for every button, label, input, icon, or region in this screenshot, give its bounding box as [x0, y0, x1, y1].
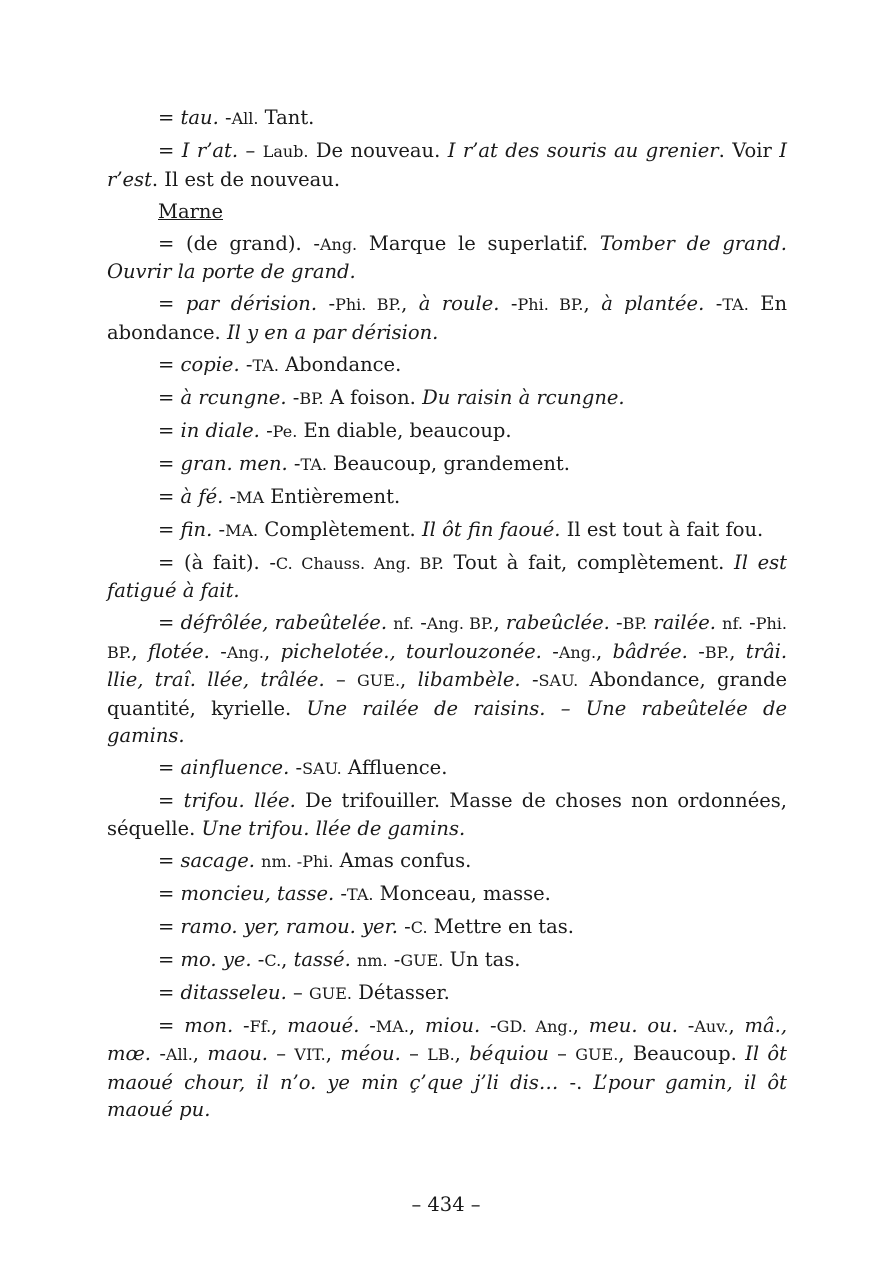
source-abbreviation: BP.: [299, 388, 324, 408]
italic-text: libambèle.: [417, 668, 521, 691]
entry-text: Abondance, grande quantité, kyrielle.: [107, 668, 787, 720]
entry-text: ,: [729, 639, 746, 663]
source-abbreviation: SAU.: [538, 671, 579, 690]
source-abbreviation: BP.: [704, 642, 730, 662]
entry-text: Marque le superlatif.: [357, 231, 600, 255]
dictionary-entry: [107, 1012, 787, 1124]
source-abbreviation: nm. -Phi.: [261, 851, 334, 871]
source-abbreviation: Laub.: [262, 142, 309, 161]
italic-text: tau.: [180, 106, 219, 129]
entry-text: =: [158, 947, 181, 971]
source-abbreviation: TA.: [722, 295, 749, 314]
entry-text: En diable, beaucoup.: [297, 418, 512, 442]
italic-text: ainfluence.: [180, 756, 290, 779]
source-abbreviation: GUE.: [575, 1045, 619, 1064]
entry-text: ,: [572, 1013, 589, 1037]
italic-text: miou.: [424, 1013, 481, 1037]
dictionary-entry: [107, 384, 787, 413]
entry-text: , Beaucoup.: [618, 1042, 746, 1065]
dictionary-entry: [107, 979, 787, 1008]
dictionary-entry: [107, 351, 787, 380]
entry-text: =: [158, 881, 181, 905]
entry-text: -: [687, 639, 705, 663]
italic-text: copie.: [180, 352, 240, 376]
source-abbreviation: nf.: [722, 614, 743, 633]
source-abbreviation: C.: [410, 917, 428, 937]
entry-text: ,: [493, 611, 506, 634]
italic-text: maoué.: [287, 1013, 360, 1037]
italic-text: Tomber de grand. Ouvrir la porte de grand.: [107, 231, 787, 283]
italic-text: mon.: [184, 1013, 234, 1037]
dictionary-entry: [107, 913, 787, 942]
entry-text: -: [286, 385, 300, 409]
source-abbreviation: MA.: [225, 520, 259, 540]
italic-text: béquiou: [469, 1042, 549, 1065]
entry-text: -: [289, 756, 303, 779]
entry-text: -: [704, 292, 723, 315]
dictionary-entry: [107, 137, 787, 193]
source-abbreviation: Ang.: [558, 642, 597, 662]
dictionary-entry: [107, 549, 787, 605]
italic-text: pichelotée., tourlouzonée.: [280, 639, 542, 663]
source-abbreviation: LB.: [427, 1045, 455, 1064]
source-abbreviation: All.: [165, 1045, 193, 1064]
entry-text: ,: [264, 639, 281, 663]
entry-text: -: [212, 517, 226, 541]
entry-text: -: [317, 292, 336, 315]
dictionary-entry: [107, 516, 787, 545]
entry-text: -: [209, 639, 227, 663]
entry-text: –: [400, 1042, 428, 1065]
italic-text: méou.: [340, 1042, 401, 1065]
dictionary-entry: [107, 880, 787, 909]
dictionary-entry: [107, 787, 787, 842]
entry-text: -: [287, 451, 301, 475]
italic-text: tassé.: [293, 947, 351, 971]
italic-text: Du raisin à rcungne.: [422, 385, 625, 409]
entry-text: =: [158, 517, 181, 541]
italic-text: maou.: [207, 1042, 268, 1065]
italic-text: rabeûclée.: [505, 611, 610, 634]
entry-text: ,: [325, 1042, 341, 1065]
italic-text: trâi. llie, traî. llée, trâlée.: [107, 639, 788, 691]
italic-text: in diale.: [180, 418, 260, 442]
italic-text: mâ., mœ.: [107, 1013, 788, 1065]
italic-text: railée.: [653, 611, 716, 634]
italic-text: à plantée.: [601, 292, 705, 315]
entry-text: =: [158, 789, 184, 812]
entry-text: Abondance.: [278, 352, 402, 376]
entry-text: -: [239, 352, 253, 376]
entry-text: =: [158, 352, 181, 376]
entry-text: = (de grand). -: [158, 231, 320, 255]
italic-text: L’pour gamin, il ôt maoué pu.: [107, 1070, 787, 1121]
entry-text: -: [334, 881, 348, 905]
source-abbreviation: TA.: [300, 454, 327, 474]
italic-text: à fé.: [180, 484, 224, 508]
entry-text: Tout à fait, complètement.: [443, 550, 734, 574]
entry-text: -: [742, 611, 756, 634]
italic-text: sacage.: [180, 848, 255, 872]
entry-text: . Voir: [718, 139, 780, 162]
italic-text: mo. ye.: [180, 947, 252, 971]
italic-text: I r’at.: [181, 139, 239, 162]
source-abbreviation: Ff.: [249, 1016, 272, 1036]
italic-text: ditasseleu.: [180, 980, 287, 1004]
entry-text: -: [499, 292, 518, 315]
entry-text: Entièrement.: [264, 484, 401, 508]
entry-text: -: [541, 639, 559, 663]
source-abbreviation: VIT.: [294, 1045, 326, 1064]
italic-text: à rcungne.: [180, 385, 287, 409]
source-abbreviation: nf.: [393, 614, 414, 633]
entry-text: -: [233, 1013, 250, 1037]
source-abbreviation: Ang. BP.: [426, 614, 494, 633]
dictionary-entry: [107, 754, 787, 783]
entry-text: =: [158, 980, 181, 1004]
source-abbreviation: TA.: [347, 884, 374, 904]
italic-text: bâdrée.: [612, 639, 688, 663]
italic-text: Il est fatigué à fait.: [107, 550, 787, 602]
entry-text: ,: [454, 1042, 470, 1065]
entry-text: -: [359, 1013, 376, 1037]
entry-text: ,: [192, 1042, 208, 1065]
entry-text: De nouveau.: [308, 139, 448, 162]
italic-text: meu. ou.: [588, 1013, 678, 1037]
section-heading: [107, 198, 787, 226]
source-abbreviation: Phi. BP.: [335, 295, 402, 314]
entry-text: -: [223, 484, 237, 508]
dictionary-entry: [107, 946, 787, 975]
dictionary-entry: [107, 230, 787, 286]
italic-text: Une trifou. llée de gamins.: [201, 816, 466, 840]
entry-text: Amas confus.: [333, 848, 472, 872]
entry-text: ,: [728, 1013, 745, 1037]
entry-text: ,: [400, 668, 418, 691]
entry-text: ,: [596, 639, 613, 663]
entry-text: -: [480, 1013, 497, 1037]
entry-text: Beaucoup, grandement.: [326, 451, 570, 475]
entry-text: ,: [131, 639, 148, 663]
source-abbreviation: GUE.: [308, 983, 353, 1003]
entry-text: De trifouiller. Masse de choses non ordonnées, séquelle.: [107, 789, 788, 840]
entry-text: =: [158, 451, 181, 475]
entry-text: -: [150, 1042, 166, 1065]
entry-text: =: [158, 292, 186, 315]
entry-text: =: [158, 1013, 185, 1037]
entry-text: =: [158, 484, 181, 508]
source-abbreviation: MA: [236, 487, 265, 507]
entry-text: =: [158, 418, 181, 442]
entry-text: Un tas.: [443, 947, 521, 971]
source-abbreviation: C.: [264, 950, 282, 970]
italic-text: à roule.: [418, 292, 500, 315]
entry-text: -: [218, 106, 232, 129]
entry-text: =: [158, 848, 181, 872]
entry-text: -.: [558, 1070, 594, 1094]
dictionary-entry: [107, 847, 787, 876]
entry-text: -: [677, 1013, 695, 1037]
source-abbreviation: GUE.: [357, 671, 401, 690]
italic-text: trifou. llée.: [183, 789, 296, 812]
source-abbreviation: Phi. BP.: [107, 614, 788, 662]
italic-text: I r’at des souris au grenier: [447, 139, 719, 162]
entry-text: -: [387, 947, 401, 971]
entry-text: Mettre en tas.: [427, 914, 574, 938]
dictionary-entry: [107, 483, 787, 512]
italic-text: fin.: [180, 517, 213, 541]
entry-text: . Il est de nouveau.: [151, 167, 341, 191]
document-body: [107, 104, 787, 1128]
entry-text: Tant.: [258, 106, 315, 129]
source-abbreviation: BP.: [622, 614, 648, 633]
source-abbreviation: nm.: [356, 950, 388, 970]
entry-text: =: [158, 611, 181, 634]
entry-text: Il est tout à fait fou.: [560, 517, 764, 541]
italic-text: Il ôt fin faoué.: [421, 517, 561, 541]
entry-text: =: [158, 756, 181, 779]
italic-text: Il y en a par dérision.: [226, 320, 439, 344]
dictionary-entry: [107, 450, 787, 479]
entry-text: -: [251, 947, 265, 971]
entry-text: =: [158, 914, 181, 938]
dictionary-entry: [107, 290, 787, 346]
entry-text: = (à fait). -: [158, 550, 276, 574]
source-abbreviation: Phi. BP.: [517, 295, 584, 314]
entry-text: Complètement.: [258, 517, 422, 541]
source-abbreviation: TA.: [252, 355, 279, 375]
entry-text: –: [267, 1042, 295, 1065]
italic-text: Une railée de raisins. – Une rabeûtelée de gamins.: [107, 696, 787, 747]
italic-text: moncieu, tasse.: [180, 881, 335, 905]
entry-text: ,: [583, 292, 602, 315]
source-abbreviation: Ang.: [319, 234, 358, 254]
entry-text: =: [158, 106, 181, 129]
source-abbreviation: All.: [231, 109, 259, 128]
entry-text: –: [286, 980, 309, 1004]
source-abbreviation: Auv.: [694, 1016, 729, 1036]
entry-text: –: [548, 1042, 576, 1065]
source-abbreviation: GD. Ang.: [496, 1016, 573, 1036]
entry-text: ,: [271, 1013, 288, 1037]
entry-text: –: [238, 139, 263, 162]
dictionary-entry: [107, 609, 787, 750]
entry-text: =: [158, 139, 182, 162]
italic-text: Il ôt maoué chour, il n’o. ye min ç’que j’li dis…: [107, 1042, 787, 1094]
entry-text: -: [609, 611, 623, 634]
source-abbreviation: SAU.: [302, 759, 342, 778]
entry-text: -: [413, 611, 427, 634]
entry-text: En abondance.: [107, 292, 788, 344]
entry-text: ,: [408, 1013, 425, 1037]
italic-text: gran. men.: [180, 451, 288, 475]
section-heading-text: Marne: [158, 199, 224, 223]
italic-text: défrôlée, rabeûtelée.: [180, 611, 388, 634]
entry-text: Monceau, masse.: [373, 881, 551, 905]
dictionary-entry: [107, 104, 787, 133]
source-abbreviation: GUE.: [400, 950, 444, 970]
italic-text: flotée.: [147, 639, 210, 663]
italic-text: par dérision.: [185, 292, 318, 315]
source-abbreviation: Pe.: [272, 421, 298, 441]
italic-text: I r’est: [107, 139, 787, 191]
entry-text: -: [397, 914, 411, 938]
entry-text: ,: [401, 292, 419, 315]
entry-text: Affluence.: [341, 756, 448, 779]
entry-text: Détasser.: [352, 980, 450, 1004]
entry-text: =: [158, 385, 181, 409]
page-number: – 434 –: [411, 1193, 481, 1216]
entry-text: -: [520, 668, 539, 691]
source-abbreviation: MA.: [375, 1016, 409, 1036]
entry-text: -: [259, 418, 273, 442]
source-abbreviation: C. Chauss. Ang. BP.: [275, 553, 444, 573]
italic-text: ramo. yer, ramou. yer.: [180, 914, 398, 938]
entry-text: A foison.: [323, 385, 423, 409]
entry-text: ,: [281, 947, 294, 971]
source-abbreviation: Ang.: [226, 642, 265, 662]
dictionary-entry: [107, 417, 787, 446]
entry-text: –: [324, 668, 358, 691]
